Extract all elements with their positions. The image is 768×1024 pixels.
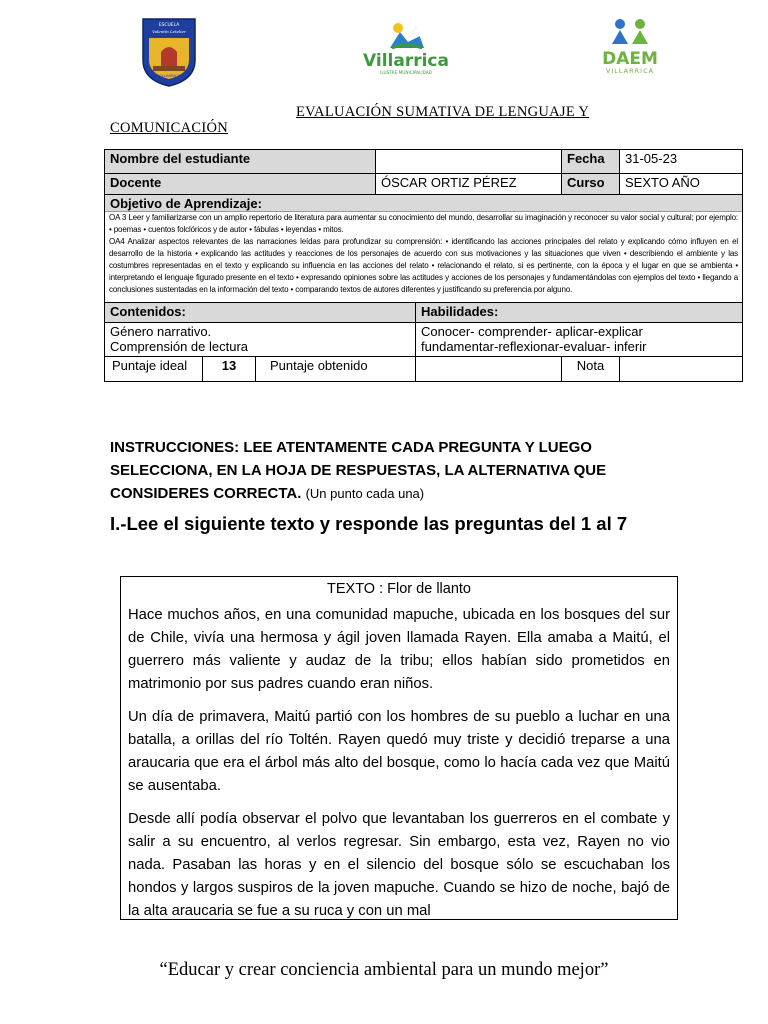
reading-paragraph: Desde allí podía observar el polvo que levantaban los guerreros en el combate y salir a su encuentro, al verlos regresar. Sin embargo, esta vez, Rayen no vio nada. Pasaban las horas y en el silencio del bosque sólo se escuchaban los hondos y largos suspiros de la joven mapuche. Cuando se hizo de noche, bajó de la alta araucaria se fue a su ruca y con un mal xyxy=(128,811,670,919)
obtained-score-field[interactable] xyxy=(416,357,562,382)
oa3-text: OA 3 Leer y familiarizarse con un amplio repertorio de literatura para aumentar su conocimiento del mundo, desarrollar su imaginación y reconocer su valor social y cultural; por ejemplo: • poemas • cuentos folclóricos y de autor • fábulas • leyendas • mitos. xyxy=(109,213,739,234)
ideal-score-label: Puntaje ideal xyxy=(105,357,203,382)
exam-title-line-2: COMUNICACIÓN xyxy=(110,120,228,136)
grade-label: Nota xyxy=(562,357,620,382)
svg-text:VILLARRICA: VILLARRICA xyxy=(605,67,655,75)
instructions-text: INSTRUCCIONES: LEE ATENTAMENTE CADA PREGUNTA Y LUEGO SELECCIONA, EN LA HOJA DE RESPUESTAS, LA ALTERNATIVA QUE CONSIDERES CORRECTA. xyxy=(110,439,607,502)
daem-logo xyxy=(594,16,666,80)
instructions-note: (Un punto cada una) xyxy=(305,486,425,501)
svg-text:DAEM: DAEM xyxy=(602,49,658,69)
villarrica-municipality-logo xyxy=(352,18,460,82)
contents-value xyxy=(105,323,416,357)
reading-title: TEXTO : Flor de llanto xyxy=(327,581,471,597)
skills-value xyxy=(416,323,743,357)
skills-item: Conocer- comprender- aplicar-explicar xyxy=(421,324,643,339)
course-label: Curso xyxy=(562,174,620,195)
section-heading: I.-Lee el siguiente texto y responde las preguntas del 1 al 7 xyxy=(110,513,628,534)
svg-text:ESCUELA: ESCUELA xyxy=(158,23,180,28)
contents-label: Contenidos: xyxy=(105,303,416,323)
teacher-label: Docente xyxy=(105,174,376,195)
skills-item: fundamentar-reflexionar-evaluar- inferir xyxy=(421,339,647,354)
ideal-score-value: 13 xyxy=(203,357,256,382)
instructions xyxy=(110,436,630,505)
reading-paragraph: Hace muchos años, en una comunidad mapuche, ubicada en los bosques del sur de Chile, vivía una hermosa y ágil joven llamada Rayen. Ella amaba a Maitú, el guerrero más valiente y audaz de la tribu; ellos habían sido prometidos en matrimonio por sus padres cuando eran niños. xyxy=(128,607,670,692)
grade-field[interactable] xyxy=(620,357,743,382)
svg-text:VILLARRICA: VILLARRICA xyxy=(157,73,181,78)
skills-label: Habilidades: xyxy=(416,303,743,323)
contents-item: Comprensión de lectura xyxy=(110,339,249,354)
learning-objectives-cell xyxy=(105,195,743,303)
student-name-field[interactable] xyxy=(376,150,562,174)
obtained-score-label: Puntaje obtenido xyxy=(256,357,416,382)
svg-text:Valentín Letelier: Valentín Letelier xyxy=(152,29,186,34)
objectives-text xyxy=(105,212,742,302)
contents-item: Género narrativo. xyxy=(110,324,212,339)
svg-text:ILUSTRE MUNICIPALIDAD: ILUSTRE MUNICIPALIDAD xyxy=(380,70,432,75)
date-value: 31-05-23 xyxy=(620,150,743,174)
objectives-label: Objetivo de Aprendizaje: xyxy=(105,195,742,212)
teacher-value: ÓSCAR ORTIZ PÉREZ xyxy=(376,174,562,195)
exam-info-table xyxy=(104,149,743,382)
student-name-label: Nombre del estudiante xyxy=(105,150,376,174)
school-crest-logo xyxy=(140,16,198,88)
footer-motto: “Educar y crear conciencia ambiental para un mundo mejor” xyxy=(159,960,609,980)
svg-text:Villarrica: Villarrica xyxy=(363,51,449,71)
course-value: SEXTO AÑO xyxy=(620,174,743,195)
reading-text-box xyxy=(120,576,678,920)
reading-paragraph: Un día de primavera, Maitú partió con los hombres de su pueblo a luchar en una batalla, a orillas del río Toltén. Rayen quedó muy triste y decidió treparse a una araucaria que era el árbol más alto del bosque, como lo hacía cada vez que Maitú se ausentaba. xyxy=(128,709,670,794)
date-label: Fecha xyxy=(562,150,620,174)
oa4-text: OA4 Analizar aspectos relevantes de las narraciones leídas para profundizar su comprensión: • identificando las acciones principales del relato y explicando cómo influyen en el desarrollo de la historia • explicando las actitudes y reacciones de los personajes de acuerdo con sus motivaciones y las situaciones que viven • describiendo el ambiente y las costumbres representadas en el texto y explicando su influencia en las acciones del relato • relacionando el relato, si es pertinente, con la época y el lugar en que se ambienta • interpretando el lenguaje figurado presente en el texto • expresando opiniones sobre las actitudes y acciones de los personajes y fundamentándolas con ejemplos del texto • llegando a conclusiones sustentadas en la información del texto • comparando textos de autores diferentes y justificando su preferencia por alguno. xyxy=(109,237,739,294)
exam-title-line-1: EVALUACIÓN SUMATIVA DE LENGUAJE Y xyxy=(296,104,590,120)
